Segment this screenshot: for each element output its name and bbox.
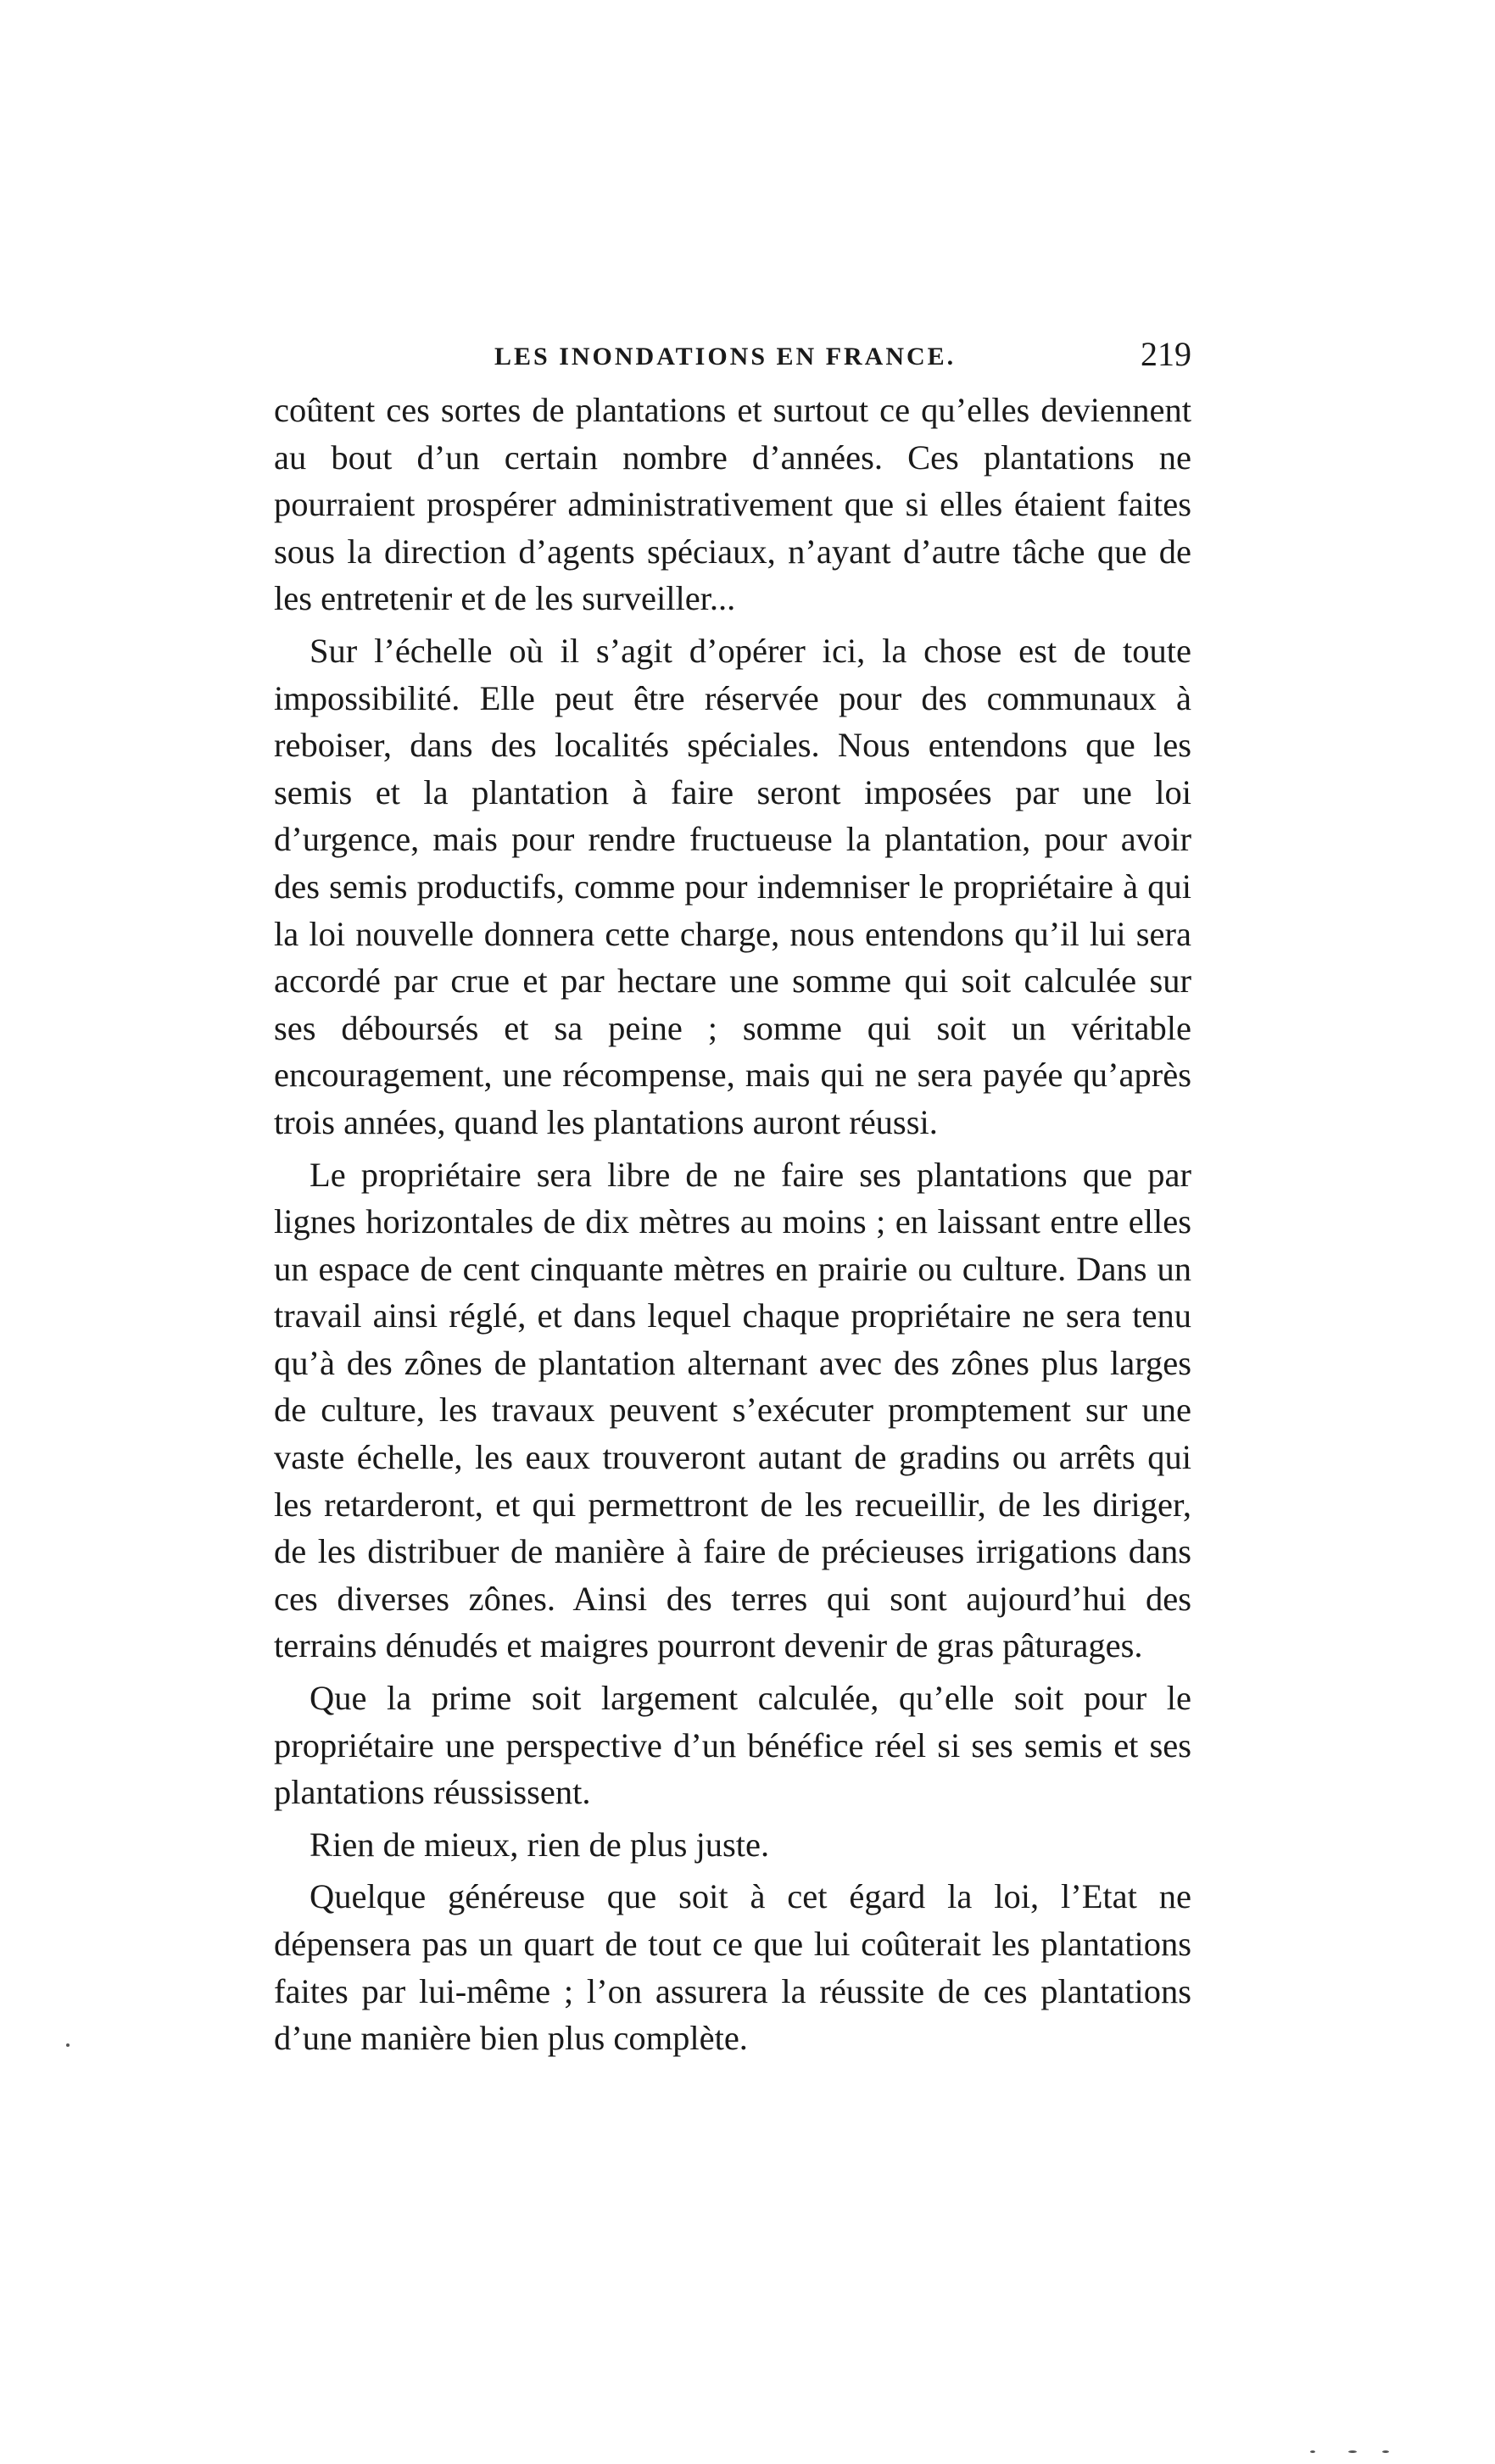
page-number: 219: [1141, 335, 1191, 373]
print-speck: [1348, 2450, 1357, 2453]
paragraph: Le propriétaire sera libre de ne faire ses plantations que par lignes horizontales de dix mètres au moins ; en laissant entre elles un espace de cent cinquante mètres en prairie ou culture. Dans un travail ainsi réglé, et dans lequel chaque propriétaire ne sera tenu qu’à des zônes de plantation alternant avec des zônes plus larges de culture, les travaux peuvent s’exécuter promptement sur une vaste échelle, les eaux trouveront autant de gradins ou arrêts qui les retarderont, et qui permettront de les recueillir, de les diriger, de les distribuer de manière à faire de précieuses irrigations dans ces diverses zônes. Ainsi des terres qui sont aujourd’hui des terrains dénudés et maigres pourront devenir de gras pâturages.: [274, 1155, 1191, 1665]
body-text: [274, 387, 1191, 2067]
print-speck: [1382, 2450, 1389, 2453]
running-header: [274, 332, 1191, 383]
paragraph: Que la prime soit largement calculée, qu’elle soit pour le propriétaire une perspective d’un bénéfice réel si ses semis et ses plantations réussissent.: [274, 1679, 1191, 1812]
print-speck: [1310, 2450, 1315, 2453]
paragraph: coûtent ces sortes de plantations et surtout ce qu’elles deviennent au bout d’un certain nombre d’années. Ces plantations ne pourraient prospérer administrativement que si elles étaient faites sous la direction d’agents spéciaux, n’ayant d’autre tâche que de les entretenir et de les surveiller...: [274, 391, 1191, 618]
paragraph: Rien de mieux, rien de plus juste.: [310, 1825, 770, 1864]
print-speck: [66, 2043, 70, 2047]
paragraph: Sur l’échelle où il s’agit d’opérer ici, la chose est de toute impossibilité. Elle peut être réservée pour des communaux à reboiser, dans des localités spéciales. Nous entendons que les semis et la plantation à faire seront imposées par une loi d’urgence, mais pour rendre fructueuse la plantation, pour avoir des semis productifs, comme pour indemniser le propriétaire à qui la loi nouvelle donnera cette charge, nous entendons qu’il lui sera accordé par crue et par hectare une somme qui soit calculée sur ses déboursés et sa peine ; somme qui soit un véritable encouragement, une récompense, mais qui ne sera payée qu’après trois années, quand les plantations auront réussi.: [274, 631, 1191, 1141]
running-title: LES INONDATIONS EN FRANCE.: [494, 343, 957, 371]
paragraph: Quelque généreuse que soit à cet égard la loi, l’Etat ne dépensera pas un quart de tout ce que lui coûterait les plantations faites par lui-même ; l’on assurera la réussite de ces plantations d’une manière bien plus complète.: [274, 1877, 1191, 2058]
